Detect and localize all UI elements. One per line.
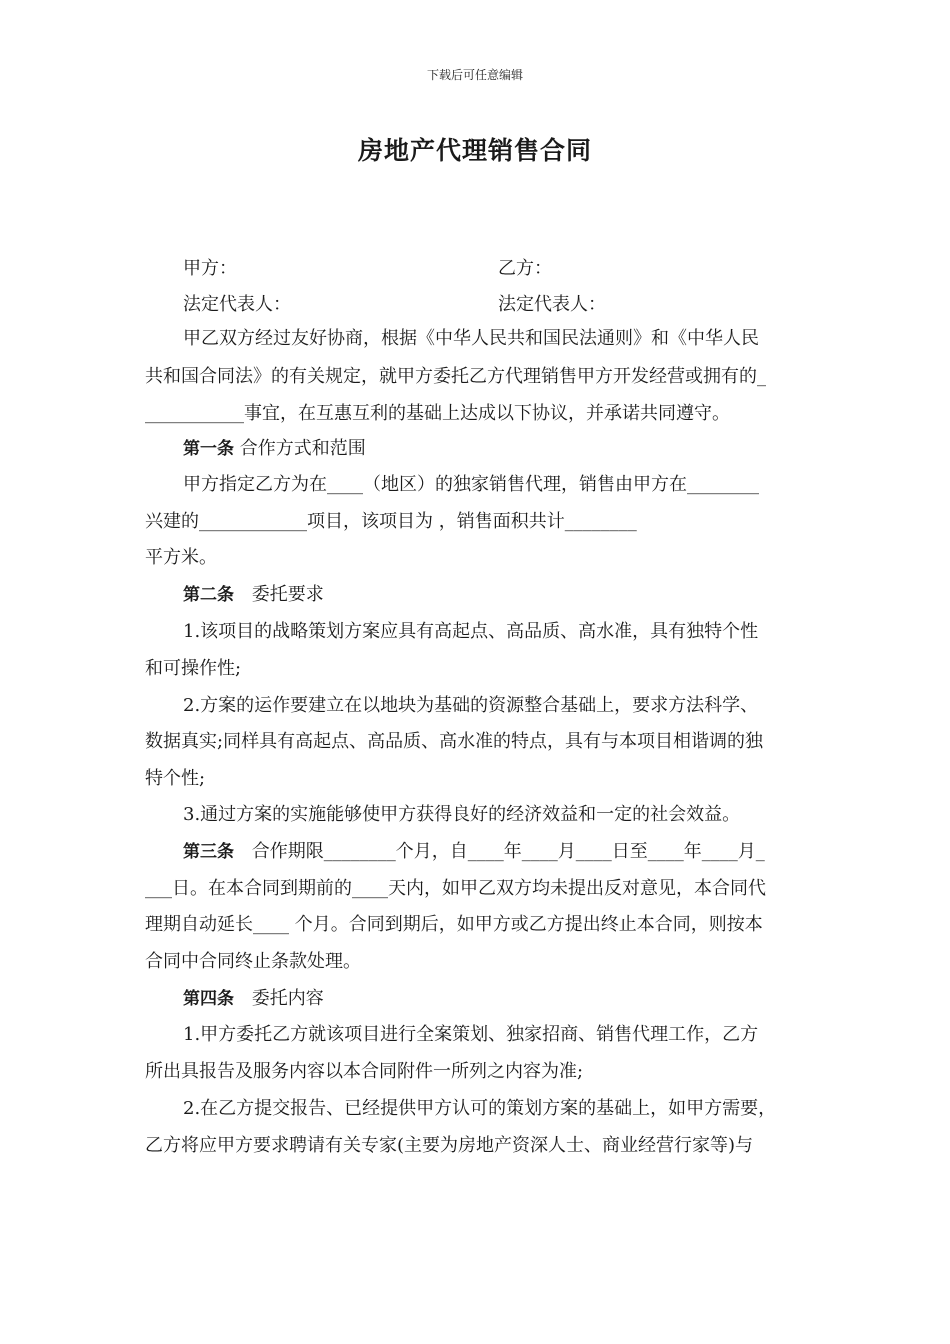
intro-line: 甲乙双方经过友好协商，根据《中华人民共和国民法通则》和《中华人民	[183, 328, 759, 349]
article-2-text-line: 3.通过方案的实施能够使甲方获得良好的经济效益和一定的社会效益。	[183, 804, 741, 825]
intro-line: 共和国合同法》的有关规定，就甲方委托乙方代理销售甲方开发经营或拥有的_	[145, 366, 766, 387]
article-2-heading-line	[145, 577, 807, 613]
article-3-line: 合同中合同终止条款处理。	[145, 951, 361, 972]
article-3-line: 第三条 合作期限________个月，自____年____月____日至____年____月_	[145, 834, 807, 870]
header-note: 下载后可任意编辑	[426, 68, 523, 82]
article-1-title: 合作方式和范围	[239, 438, 366, 459]
article-2-text-line: 1.该项目的战略策划方案应具有高起点、高品质、高水准，具有独特个性	[183, 621, 759, 642]
intro-line: ___________事宜，在互惠互利的基础上达成以下协议，并承诺共同遵守。	[145, 403, 730, 424]
party-line	[145, 251, 807, 287]
article-3-line: ___日。在本合同到期前的____天内，如甲乙双方均未提出反对意见，本合同代	[145, 878, 766, 899]
representative-line	[145, 287, 807, 323]
article-4-text-line: 乙方将应甲方要求聘请有关专家(主要为房地产资深人士、商业经营行家等)与	[145, 1135, 754, 1156]
article-1-text-line: 兴建的____________项目，该项目为 ，销售面积共计________	[145, 511, 637, 532]
article-1-text-line: 平方米。	[145, 547, 217, 568]
party-b-representative: 法定代表人：	[498, 294, 606, 315]
party-a-representative: 法定代表人：	[183, 294, 291, 315]
article-4-text-line: 1.甲方委托乙方就该项目进行全案策划、独家招商、销售代理工作，乙方	[183, 1024, 759, 1045]
document-title: 房地产代理销售合同	[357, 136, 592, 165]
article-2-text-line: 2.方案的运作要建立在以地块为基础的资源整合基础上，要求方法科学、	[183, 695, 759, 716]
article-3-number: 第三条	[183, 842, 234, 862]
article-1-text-line: 甲方指定乙方为在____（地区）的独家销售代理，销售由甲方在________	[183, 474, 759, 495]
article-2-text-line: 数据真实;同样具有高起点、高品质、高水准的特点，具有与本项目相谐调的独	[145, 731, 764, 752]
article-2-title: 委托要求	[251, 584, 324, 605]
article-1-number: 第一条	[183, 439, 234, 459]
party-b-label: 乙方：	[498, 258, 552, 279]
article-4-title: 委托内容	[251, 988, 324, 1009]
article-2-text-line: 和可操作性;	[145, 658, 242, 679]
article-4-number: 第四条	[183, 989, 234, 1009]
article-2-text-line: 特个性;	[145, 768, 206, 789]
article-4-heading-line	[145, 981, 807, 1017]
party-a-label: 甲方：	[183, 258, 237, 279]
article-2-number: 第二条	[183, 585, 234, 605]
article-4-text-line: 2.在乙方提交报告、已经提供甲方认可的策划方案的基础上，如甲方需要，	[183, 1098, 777, 1119]
article-3-line: 理期自动延长____ 个月。合同到期后，如甲方或乙方提出终止本合同，则按本	[145, 914, 763, 935]
article-1-heading-line	[145, 431, 807, 467]
article-4-text-line: 所出具报告及服务内容以本合同附件一所列之内容为准;	[145, 1061, 584, 1082]
